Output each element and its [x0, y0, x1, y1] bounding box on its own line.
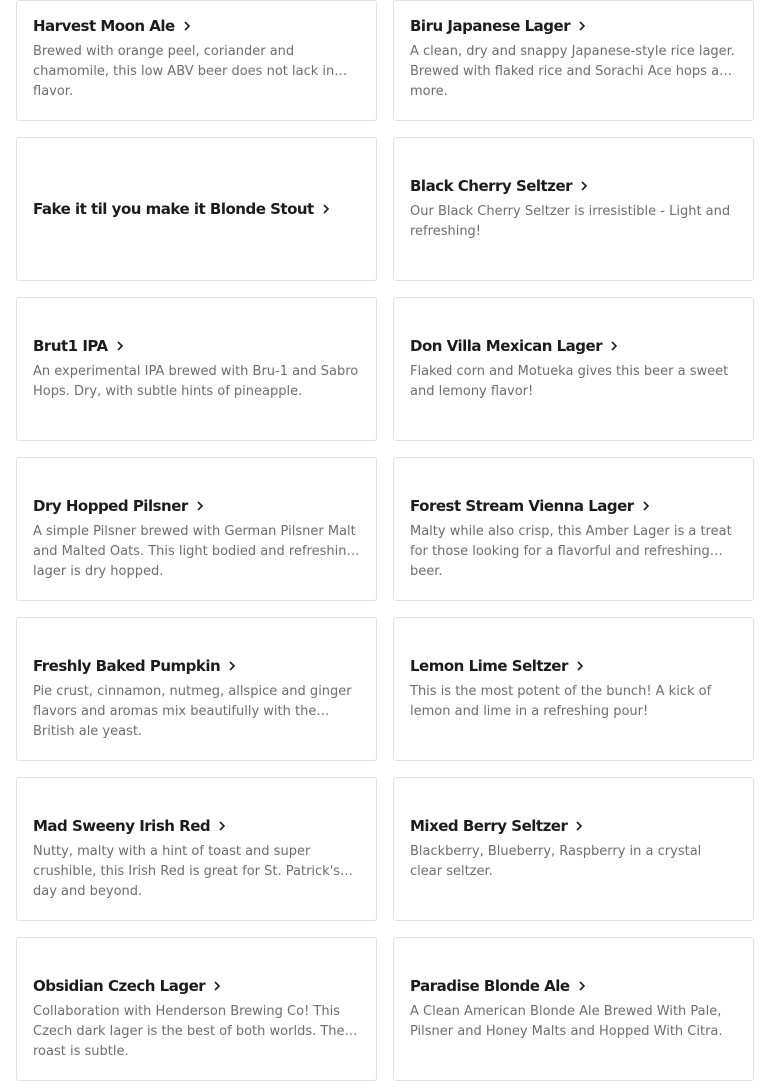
- menu-item-title-row: [33, 976, 360, 996]
- menu-item-card[interactable]: [393, 457, 754, 601]
- chevron-right-icon: [576, 980, 588, 992]
- menu-item-title: Mixed Berry Seltzer: [410, 817, 568, 835]
- menu-item-description: Collaboration with Henderson Brewing Co! This Czech dark lager is the best of both worlds. The roast is subtle.: [33, 1004, 345, 1059]
- menu-item-description: An experimental IPA brewed with Bru-1 and Sabro Hops. Dry, with subtle hints of pineapple.: [33, 364, 359, 399]
- menu-item-description: A simple Pilsner brewed with German Pilsner Malt and Malted Oats. This light bodied and refreshing lager is dry hopped.: [33, 524, 356, 579]
- menu-item-title: Fake it til you make it Blonde Stout: [33, 200, 314, 218]
- chevron-right-icon: [114, 340, 126, 352]
- menu-item-description: Brewed with orange peel, coriander and chamomile, this low ABV beer does not lack in flavor.: [33, 44, 335, 99]
- chevron-right-icon: [216, 820, 228, 832]
- menu-item-title: Black Cherry Seltzer: [410, 177, 573, 195]
- menu-item-description: Flaked corn and Motueka gives this beer a sweet and lemony flavor!: [410, 364, 729, 399]
- chevron-right-icon: [211, 980, 223, 992]
- menu-item-card[interactable]: [16, 457, 377, 601]
- menu-item-description: Malty while also crisp, this Amber Lager is a treat for those looking for a flavorful and refreshing beer.: [410, 524, 732, 579]
- menu-item-title-row: [33, 16, 360, 36]
- menu-item-description: This is the most potent of the bunch! A kick of lemon and lime in a refreshing pour!: [410, 684, 712, 719]
- chevron-right-icon: [194, 500, 206, 512]
- chevron-right-icon: [576, 20, 588, 32]
- menu-item-title: Lemon Lime Seltzer: [410, 657, 568, 675]
- chevron-right-icon: [608, 340, 620, 352]
- menu-item-card[interactable]: [16, 777, 377, 921]
- chevron-right-icon: [574, 660, 586, 672]
- menu-item-title: Freshly Baked Pumpkin: [33, 657, 221, 675]
- menu-item-description: Blackberry, Blueberry, Raspberry in a crystal clear seltzer.: [410, 844, 702, 879]
- menu-item-card[interactable]: [16, 617, 377, 761]
- menu-item-title-row: [410, 496, 737, 516]
- menu-item-title: Mad Sweeny Irish Red: [33, 817, 211, 835]
- menu-item-title: Brut1 IPA: [33, 337, 108, 355]
- chevron-right-icon: [573, 820, 585, 832]
- menu-item-title: Dry Hopped Pilsner: [33, 497, 188, 515]
- menu-item-card[interactable]: [16, 937, 377, 1081]
- menu-item-card[interactable]: [393, 297, 754, 441]
- chevron-right-icon: [320, 203, 332, 215]
- menu-item-description: Pie crust, cinnamon, nutmeg, allspice and ginger flavors and aromas mix beautifully with the British ale yeast.: [33, 684, 352, 739]
- chevron-right-icon: [640, 500, 652, 512]
- menu-item-title-row: [33, 199, 360, 219]
- menu-item-card[interactable]: [16, 137, 377, 281]
- menu-item-title-row: [410, 336, 737, 356]
- menu-item-title-row: [410, 816, 737, 836]
- menu-item-title-row: [33, 496, 360, 516]
- menu-item-title: Forest Stream Vienna Lager: [410, 497, 634, 515]
- menu-item-title: Obsidian Czech Lager: [33, 977, 206, 995]
- menu-item-description: Our Black Cherry Seltzer is irresistible - Light and refreshing!: [410, 204, 731, 239]
- menu-item-title-row: [410, 656, 737, 676]
- menu-item-card[interactable]: [393, 617, 754, 761]
- chevron-right-icon: [226, 660, 238, 672]
- menu-item-title: Biru Japanese Lager: [410, 17, 571, 35]
- menu-item-title-row: [410, 976, 737, 996]
- menu-item-card[interactable]: [16, 297, 377, 441]
- menu-item-title: Don Villa Mexican Lager: [410, 337, 603, 355]
- chevron-right-icon: [578, 180, 590, 192]
- menu-item-card[interactable]: [16, 0, 377, 121]
- chevron-right-icon: [181, 20, 193, 32]
- menu-item-description: A Clean American Blonde Ale Brewed With Pale, Pilsner and Honey Malts and Hopped With Citra.: [410, 1004, 723, 1039]
- menu-item-card[interactable]: [393, 0, 754, 121]
- menu-item-title-row: [33, 816, 360, 836]
- menu-item-title-row: [33, 656, 360, 676]
- menu-item-title-row: [33, 336, 360, 356]
- menu-item-title-row: [410, 176, 737, 196]
- menu-item-card[interactable]: [393, 777, 754, 921]
- menu-item-title: Harvest Moon Ale: [33, 17, 175, 35]
- menu-item-title: Paradise Blonde Ale: [410, 977, 570, 995]
- menu-item-description: A clean, dry and snappy Japanese-style rice lager. Brewed with flaked rice and Sorachi Ace hops and more.: [410, 44, 736, 99]
- menu-item-description: Nutty, malty with a hint of toast and super crushible, this Irish Red is great for St. Patrick's day and beyond.: [33, 844, 341, 899]
- menu-item-title-row: [410, 16, 737, 36]
- menu-item-card[interactable]: [393, 137, 754, 281]
- menu-item-card[interactable]: [393, 937, 754, 1081]
